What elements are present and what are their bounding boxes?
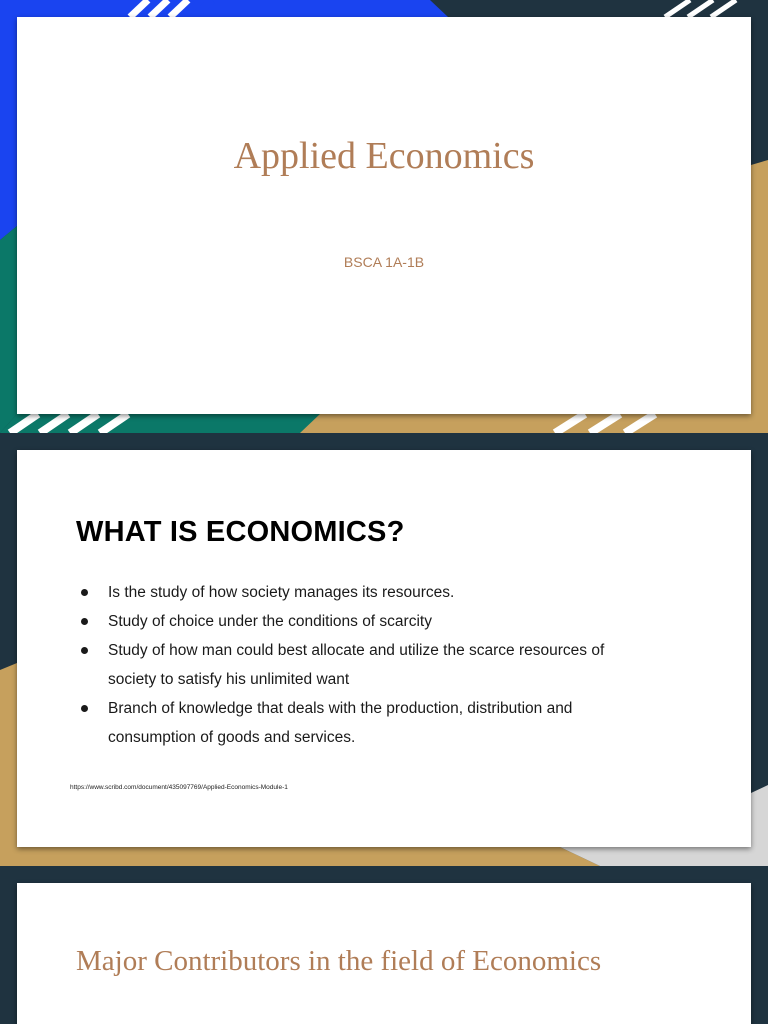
bullet-item: Is the study of how society manages its resources. — [76, 578, 636, 607]
slide-title: Applied Economics — [233, 135, 535, 177]
bullet-dot-icon — [81, 589, 88, 596]
bullet-item: Branch of knowledge that deals with the production, distribution and consumption of goods and services. — [76, 694, 636, 752]
slide-subtitle: BSCA 1A-1B — [343, 254, 425, 270]
slide-heading: WHAT IS ECONOMICS? — [76, 516, 405, 548]
slide-heading: Major Contributors in the field of Economics — [76, 945, 602, 977]
source-link[interactable]: https://www.scribd.com/document/435097769/Applied-Economics-Module-1 — [70, 784, 288, 791]
slide-2-card — [17, 450, 751, 847]
bullet-item: Study of choice under the conditions of scarcity — [76, 607, 636, 636]
slide-3-card — [17, 883, 751, 1024]
bullet-item: Study of how man could best allocate and utilize the scarce resources of society to satisfy his unlimited want — [76, 636, 636, 694]
slide-1 — [0, 0, 768, 433]
slide-2 — [0, 433, 768, 866]
bullet-list — [76, 578, 636, 752]
slide-1-card — [17, 17, 751, 414]
bullet-dot-icon — [81, 705, 88, 712]
bullet-dot-icon — [81, 647, 88, 654]
bullet-dot-icon — [81, 618, 88, 625]
slide-3 — [0, 866, 768, 1024]
